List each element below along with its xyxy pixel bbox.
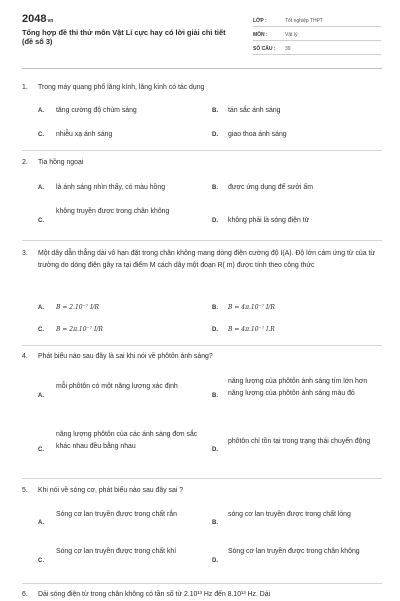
option-a-formula[interactable]: B = 2.10⁻⁷ I/R bbox=[56, 304, 99, 311]
option-letter: B. bbox=[212, 305, 218, 311]
option-letter: C. bbox=[38, 558, 44, 564]
option-letter: C. bbox=[38, 218, 44, 224]
option-letter: A. bbox=[38, 305, 44, 311]
option-a[interactable]: mỗi phôtôn có một năng lượng xác định bbox=[56, 383, 178, 390]
meta-class: LỚP : Tốt nghiệp THPT bbox=[253, 15, 381, 27]
option-letter: A. bbox=[38, 393, 44, 399]
option-a[interactable]: Sóng cơ lan truyền được trong chất rắn bbox=[56, 511, 177, 518]
site-logo[interactable]: 2048vn bbox=[22, 13, 54, 25]
option-d[interactable]: giao thoa ánh sáng bbox=[228, 131, 287, 138]
option-letter: C. bbox=[38, 327, 44, 333]
question-number: 5. bbox=[22, 487, 28, 494]
header-divider bbox=[22, 68, 382, 69]
option-letter: D. bbox=[212, 327, 218, 333]
option-c[interactable]: nhiễu xạ ánh sáng bbox=[56, 131, 113, 138]
option-d[interactable]: phôtôn chỉ tồn tại trong trạng thái chuyển động bbox=[228, 438, 371, 445]
option-c[interactable]: không truyền được trong chân không bbox=[56, 208, 170, 215]
question-text: Dải sóng điện từ trong chân không có tần số từ 2.10¹³ Hz đến 8.10¹³ Hz. Dải bbox=[38, 591, 271, 598]
option-b-formula[interactable]: B = 4π.10⁻⁷ I/R bbox=[228, 304, 275, 311]
question-divider bbox=[22, 583, 382, 584]
option-letter: B. bbox=[212, 393, 218, 399]
option-c-formula[interactable]: B = 2π.10⁻⁷ I/R bbox=[56, 326, 103, 333]
option-d[interactable]: Sóng cơ lan truyền được trong chân không bbox=[228, 548, 360, 555]
question-number: 6. bbox=[22, 591, 28, 598]
option-d-formula[interactable]: B = 4π.10⁻⁷ I.R bbox=[228, 326, 275, 333]
exam-title: Tổng hợp đề thi thử môn Vật Lí cực hay có lời giải chi tiết (đề số 3) bbox=[22, 28, 226, 46]
option-b[interactable]: sóng cơ lan truyền được trong chất lỏng bbox=[228, 511, 351, 518]
question-divider bbox=[22, 478, 382, 479]
meta-subject: MÔN : Vật lý bbox=[253, 29, 381, 41]
option-c[interactable]: Sóng cơ lan truyền được trong chất khí bbox=[56, 548, 177, 555]
option-letter: C. bbox=[38, 132, 44, 138]
option-b[interactable]: năng lượng của phôtôn ánh sáng tím lớn hơn năng lượng của phôtôn ánh sáng màu đỏ bbox=[228, 378, 368, 397]
question-number: 3. bbox=[22, 250, 28, 257]
option-letter: B. bbox=[212, 520, 218, 526]
question-text: Khi nói về sóng cơ, phát biểu nào sau đây sai ? bbox=[38, 487, 184, 494]
option-letter: B. bbox=[212, 185, 218, 191]
question-divider bbox=[22, 150, 382, 151]
option-letter: D. bbox=[212, 218, 218, 224]
option-b[interactable]: tán sắc ánh sáng bbox=[228, 107, 281, 114]
option-letter: D. bbox=[212, 447, 218, 453]
option-letter: D. bbox=[212, 558, 218, 564]
option-b[interactable]: được ứng dụng để sưởi ấm bbox=[228, 184, 313, 191]
option-a[interactable]: là ánh sáng nhìn thấy, có màu hồng bbox=[56, 184, 166, 191]
option-letter: C. bbox=[38, 447, 44, 453]
question-text: Phát biểu nào sau đây là sai khi nói về phôtôn ánh sáng? bbox=[38, 353, 213, 360]
option-c[interactable]: năng lượng phôtôn của các ánh sáng đơn sắc khác nhau đều bằng nhau bbox=[56, 431, 198, 450]
option-letter: A. bbox=[38, 108, 44, 114]
option-d[interactable]: không phải là sóng điện từ bbox=[228, 217, 310, 224]
question-divider bbox=[22, 240, 382, 241]
question-divider bbox=[22, 345, 382, 346]
option-letter: A. bbox=[38, 520, 44, 526]
option-letter: A. bbox=[38, 185, 44, 191]
meta-question-count: SỐ CÂU : 39 bbox=[253, 43, 381, 55]
option-letter: D. bbox=[212, 132, 218, 138]
option-letter: B. bbox=[212, 108, 218, 114]
question-text: Trong máy quang phổ lăng kính, lăng kính có tác dụng bbox=[38, 84, 205, 91]
question-text: Một dây dẫn thẳng dài vô hạn đặt trong chân không mang dòng điện cường độ I(A). Độ lớn cảm ứng từ của từ trường do dòng điện gây ra tại điểm M cách dây một đoạn R( m) được tính theo công thức bbox=[38, 250, 376, 269]
question-text: Tia hồng ngoại bbox=[38, 159, 84, 166]
question-number: 4. bbox=[22, 353, 28, 360]
question-number: 2. bbox=[22, 159, 28, 166]
option-a[interactable]: tăng cường độ chùm sáng bbox=[56, 107, 137, 114]
question-number: 1. bbox=[22, 84, 28, 91]
